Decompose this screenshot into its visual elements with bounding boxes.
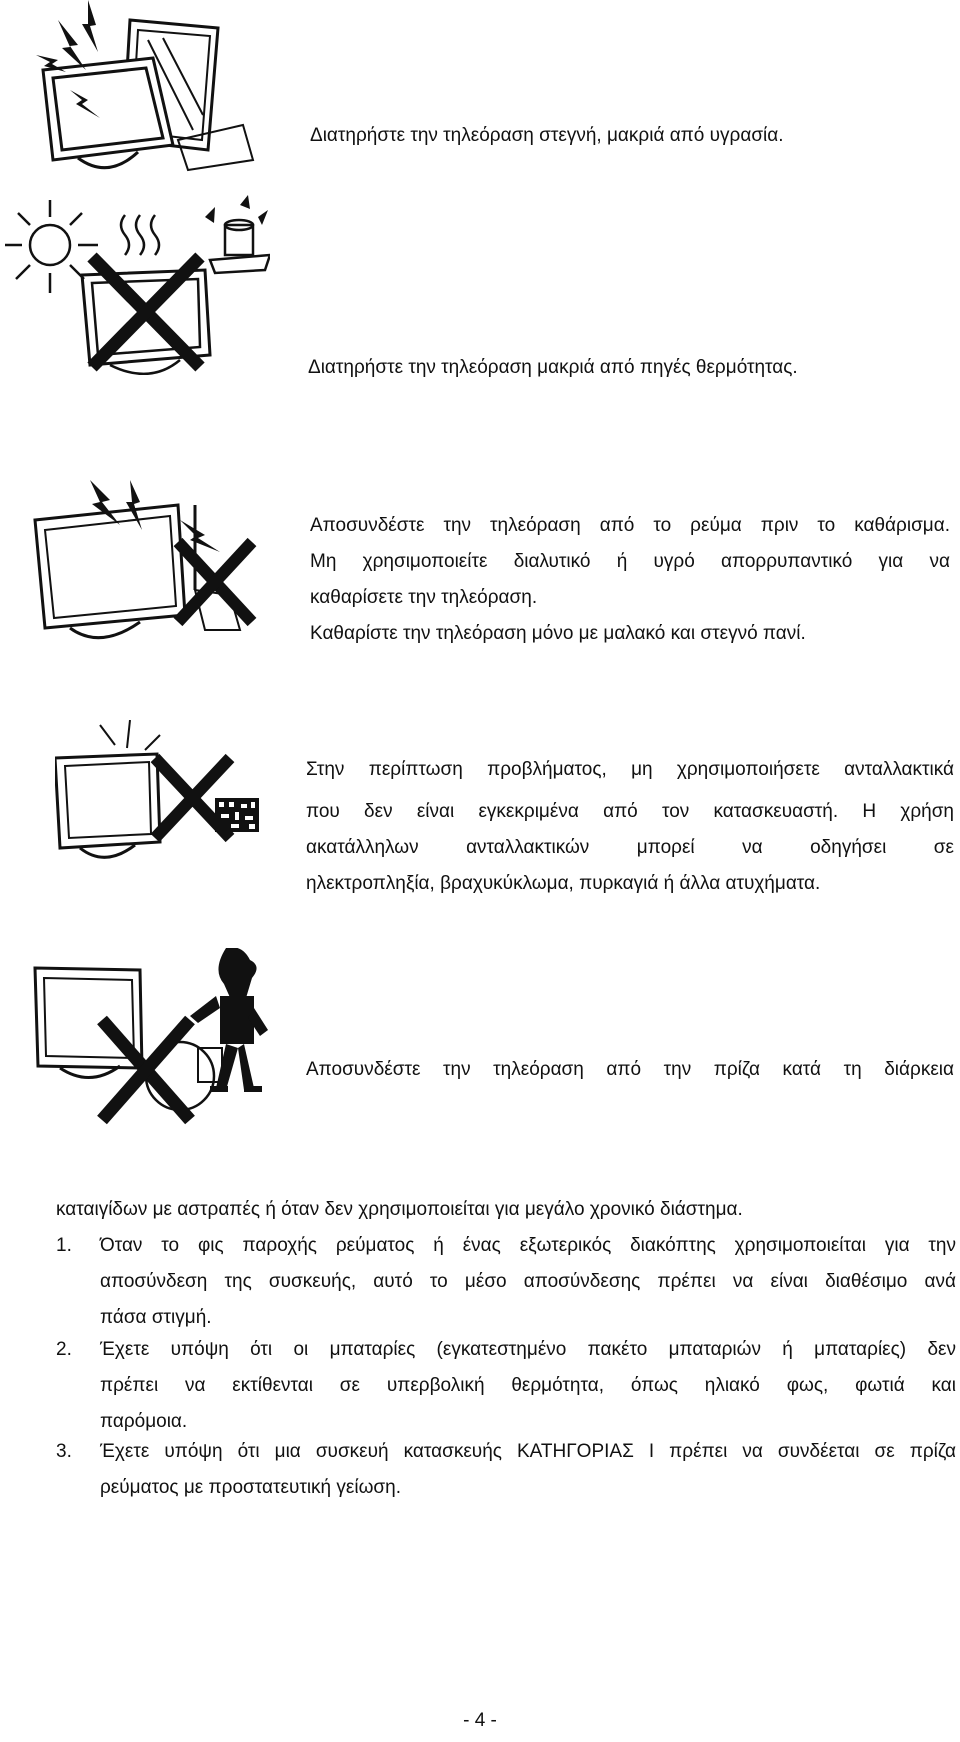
text-line: καθαρίσετε την τηλεόραση.: [310, 587, 538, 608]
section-4-text: [306, 752, 954, 902]
text-line: Έχετε υπόψη ότι μια συσκευή κατασκευής ΚΑΤΗΓΟΡΙΑΣ Ι πρέπει να συνδέεται σε πρίζα: [100, 1441, 956, 1462]
text-line: Καθαρίστε την τηλεόραση μόνο με μαλακό και στεγνό πανί.: [310, 623, 806, 644]
text-line: Όταν το φις παροχής ρεύματος ή ένας εξωτερικός διακόπτης χρησιμοποιείται για την: [100, 1235, 956, 1256]
section-3-text: [310, 508, 950, 652]
text-line: Διατηρήστε την τηλεόραση μακριά από πηγές θερμότητας.: [308, 357, 798, 378]
numbered-item: [56, 1332, 956, 1440]
text-line: ηλεκτροπληξία, βραχυκύκλωμα, πυρκαγιά ή άλλα ατυχήματα.: [306, 873, 821, 894]
tv-unplug-cleaning-crossed-icon: [30, 480, 280, 640]
text-line: Μη χρησιμοποιείτε διαλυτικό ή υγρό απορρυπαντικό για να: [310, 551, 950, 572]
item-number: 2.: [56, 1339, 72, 1360]
text-line: παρόμοια.: [100, 1411, 188, 1432]
tv-lightning-unplug-person-icon: [30, 948, 280, 1126]
text-line: που δεν είναι εγκεκριμένα από τον κατασκευαστή. Η χρήση: [306, 801, 954, 822]
text-line: πάσα στιγμή.: [100, 1307, 212, 1328]
text-line: Αποσυνδέστε την τηλεόραση από την πρίζα κατά τη διάρκεια: [306, 1059, 954, 1080]
continuation-text: καταιγίδων με αστραπές ή όταν δεν χρησιμοποιείται για μεγάλο χρονικό διάστημα.: [56, 1199, 743, 1220]
text-line: ρεύματος με προστατευτική γείωση.: [100, 1477, 402, 1498]
section-1-text: [310, 118, 950, 154]
tv-water-lightning-icon: [18, 0, 268, 175]
text-line: Διατηρήστε την τηλεόραση στεγνή, μακριά από υγρασία.: [310, 125, 784, 146]
text-line: Στην περίπτωση προβλήματος, μη χρησιμοποιήσετε ανταλλακτικά: [306, 759, 954, 780]
numbered-item: [56, 1434, 956, 1506]
numbered-item: [56, 1228, 956, 1336]
item-number: 3.: [56, 1441, 72, 1462]
text-line: ακατάλληλων ανταλλακτικών μπορεί να οδηγήσει σε: [306, 837, 954, 858]
item-number: 1.: [56, 1235, 72, 1256]
text-line: αποσύνδεση της συσκευής, αυτό το μέσο αποσύνδεσης πρέπει να είναι διαθέσιμο ανά: [100, 1271, 956, 1292]
section-5-text: [306, 1052, 954, 1088]
text-line: πρέπει να εκτίθενται σε υπερβολική θερμότητα, όπως ηλιακό φως, φωτιά και: [100, 1375, 956, 1396]
tv-unapproved-parts-crossed-icon: [55, 720, 265, 880]
text-line: Έχετε υπόψη ότι οι μπαταρίες (εγκατεστημένο πακέτο μπαταριών ή μπαταρίες) δεν: [100, 1339, 956, 1360]
tv-heat-sources-crossed-icon: [0, 195, 270, 375]
text-line: Αποσυνδέστε την τηλεόραση από το ρεύμα πριν το καθάρισμα.: [310, 515, 950, 536]
page-number: - 4 -: [463, 1710, 497, 1731]
section-2-text: [308, 350, 948, 386]
